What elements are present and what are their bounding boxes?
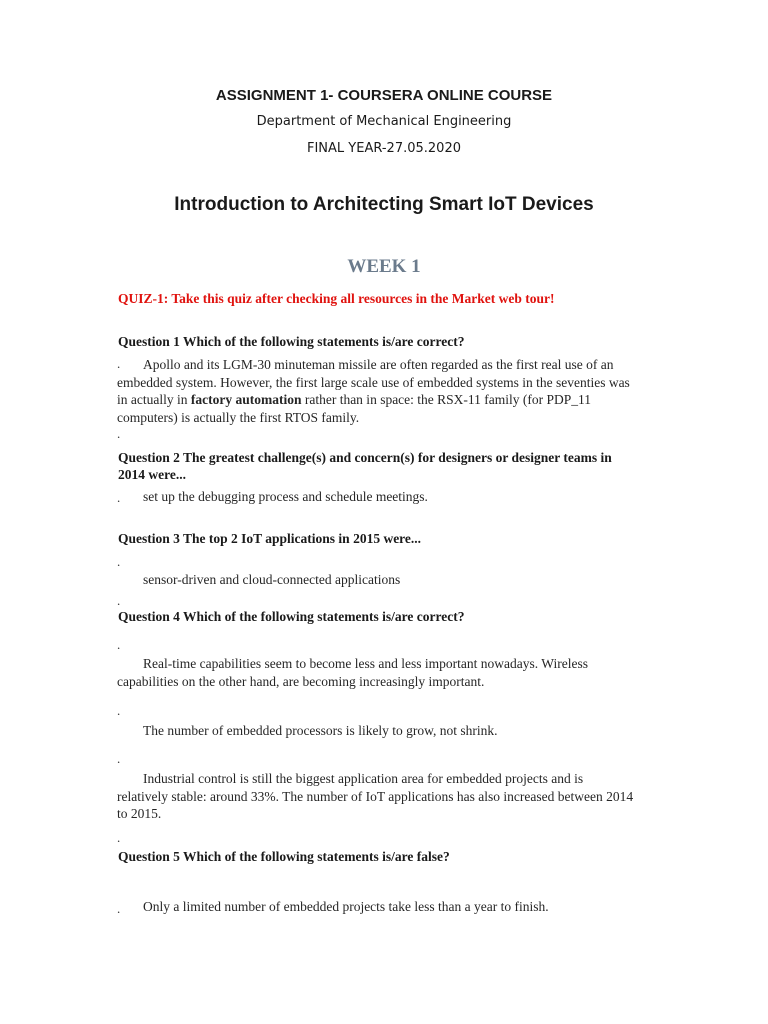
department-line: Department of Mechanical Engineering: [256, 114, 512, 129]
question-2: Question 2 The greatest challenge(s) and concern(s) for designers or designer teams in 2014 were...: [118, 450, 612, 482]
document-title: Introduction to Architecting Smart IoT Devices: [174, 194, 594, 215]
bullet-marker: .: [117, 703, 121, 718]
bullet-marker: .: [117, 637, 121, 652]
question-4-answer-3: [117, 770, 637, 823]
question-5-answer-1: Only a limited number of embedded projects take less than a year to finish.: [143, 899, 549, 914]
assignment-heading: ASSIGNMENT 1- COURSERA ONLINE COURSE: [215, 87, 553, 104]
week-heading: WEEK 1: [347, 256, 421, 277]
question-1-answer-1: [117, 356, 637, 426]
bullet-marker: .: [117, 554, 121, 569]
final-year-line: FINAL YEAR-27.05.2020: [307, 141, 461, 156]
answer-text: Industrial control is still the biggest application area for embedded projects and is relatively stable: around 33%. The number of IoT applications has also increased between 2014 to 2015.: [117, 771, 634, 821]
question-2-answer-1: set up the debugging process and schedule meetings.: [143, 489, 428, 504]
question-1: Question 1 Which of the following statements is/are correct?: [118, 334, 465, 349]
answer-text: rather than in space: the RSX-11 family (for PDP_11 computers) is actually the first RTOS family.: [117, 392, 592, 425]
bullet-marker: .: [117, 830, 121, 845]
question-3: Question 3 The top 2 IoT applications in 2015 were...: [118, 531, 422, 546]
question-4-answer-2: The number of embedded processors is likely to grow, not shrink.: [143, 723, 498, 738]
bullet-marker: .: [117, 751, 121, 766]
answer-emphasis: factory automation: [190, 392, 302, 407]
bullet-marker: .: [117, 490, 121, 505]
answer-text: Apollo and its LGM-30 minuteman missile are often regarded as the first real use of an embedded system. However, the first large scale use of embedded systems in the seventies was in actually in: [117, 357, 630, 407]
question-4-answer-1: [117, 655, 637, 690]
bullet-marker: .: [117, 426, 121, 441]
bullet-marker: .: [117, 356, 121, 371]
answer-text: Real-time capabilities seem to become less and less important nowadays. Wireless capabilities on the other hand, are becoming increasingly important.: [117, 656, 588, 689]
question-5: Question 5 Which of the following statements is/are false?: [118, 849, 450, 864]
bullet-marker: .: [117, 593, 121, 608]
question-4: Question 4 Which of the following statements is/are correct?: [118, 609, 465, 624]
question-3-answer-1: sensor-driven and cloud-connected applications: [143, 572, 401, 587]
bullet-marker: .: [117, 901, 121, 916]
quiz-heading: QUIZ-1: Take this quiz after checking all resources in the Market web tour!: [118, 291, 555, 306]
